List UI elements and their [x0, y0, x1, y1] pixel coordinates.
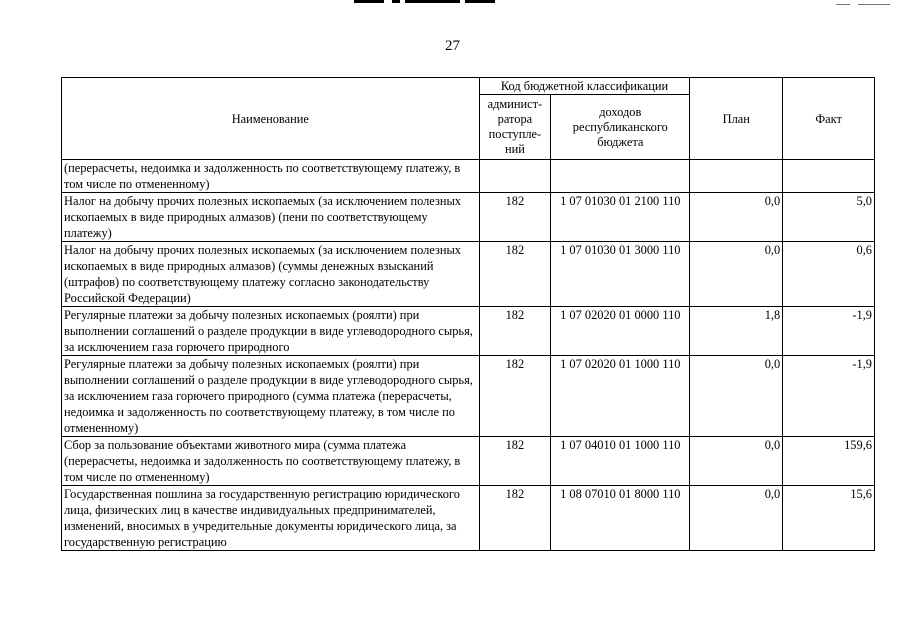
row-name: Налог на добычу прочих полезных ископаемых (за исключением полезных ископаемых в виде природных алмазов) (пени по соответствующему платежу): [62, 193, 480, 242]
header-name: Наименование: [62, 78, 480, 160]
scan-mark: [392, 0, 400, 3]
header-administrator: админист-ратора поступле-ний: [479, 95, 551, 160]
row-fact: -1,9: [783, 307, 875, 356]
row-budget-code: [551, 160, 690, 193]
row-fact: 0,6: [783, 242, 875, 307]
row-budget-code: 1 07 04010 01 1000 110: [551, 437, 690, 486]
table-row: [62, 307, 875, 356]
row-admin-code: 182: [479, 356, 551, 437]
scan-mark: [858, 4, 890, 5]
row-fact: 15,6: [783, 486, 875, 551]
header-fact: Факт: [783, 78, 875, 160]
header-plan: План: [690, 78, 783, 160]
row-admin-code: 182: [479, 486, 551, 551]
scan-mark: [405, 0, 460, 3]
page-number: 27: [445, 38, 460, 54]
row-admin-code: 182: [479, 307, 551, 356]
row-fact: 159,6: [783, 437, 875, 486]
row-admin-code: 182: [479, 242, 551, 307]
row-name: Государственная пошлина за государственную регистрацию юридического лица, физических лиц в качестве индивидуальных предпринимателей, изменений, вносимых в учредительные документы юридического лица, за государственную регистрацию: [62, 486, 480, 551]
header-code-group: Код бюджетной классификации: [479, 78, 690, 95]
row-name: (перерасчеты, недоимка и задолженность по соответствующему платежу, в том числе по отмененному): [62, 160, 480, 193]
table-row: [62, 242, 875, 307]
row-plan: 0,0: [690, 242, 783, 307]
row-plan: 0,0: [690, 486, 783, 551]
table-row: [62, 437, 875, 486]
row-plan: 0,0: [690, 193, 783, 242]
row-budget-code: 1 08 07010 01 8000 110: [551, 486, 690, 551]
row-fact: 5,0: [783, 193, 875, 242]
budget-table: [61, 77, 875, 551]
table-row: [62, 356, 875, 437]
table-row: [62, 486, 875, 551]
header-row: [62, 78, 875, 95]
row-plan: [690, 160, 783, 193]
row-fact: [783, 160, 875, 193]
row-name: Регулярные платежи за добычу полезных ископаемых (роялти) при выполнении соглашений о разделе продукции в виде углеводородного сырья, за исключением газа горючего природного (сумма платежа (перерасчеты, недоимка и задолженность по соответствующему платежу, в том числе по отмененному): [62, 356, 480, 437]
row-budget-code: 1 07 02020 01 1000 110: [551, 356, 690, 437]
row-name: Регулярные платежи за добычу полезных ископаемых (роялти) при выполнении соглашений о разделе продукции в виде углеводородного сырья, за исключением газа горючего природного: [62, 307, 480, 356]
table-row: [62, 193, 875, 242]
row-plan: 0,0: [690, 437, 783, 486]
row-budget-code: 1 07 02020 01 0000 110: [551, 307, 690, 356]
scan-mark: [465, 0, 495, 3]
scan-header-marks: [0, 0, 905, 10]
row-name: Налог на добычу прочих полезных ископаемых (за исключением полезных ископаемых в виде природных алмазов) (суммы денежных взысканий (штрафов) по соответствующему платежу согласно законодательству Российской Федерации): [62, 242, 480, 307]
row-plan: 1,8: [690, 307, 783, 356]
row-budget-code: 1 07 01030 01 2100 110: [551, 193, 690, 242]
row-budget-code: 1 07 01030 01 3000 110: [551, 242, 690, 307]
table-row: [62, 160, 875, 193]
header-income: доходов республиканского бюджета: [551, 95, 690, 160]
row-plan: 0,0: [690, 356, 783, 437]
row-admin-code: 182: [479, 437, 551, 486]
row-admin-code: 182: [479, 193, 551, 242]
scan-mark: [354, 0, 384, 3]
scan-mark: [836, 4, 850, 5]
row-name: Сбор за пользование объектами животного мира (сумма платежа (перерасчеты, недоимка и задолженность по соответствующему платежу, в том числе по отмененному): [62, 437, 480, 486]
row-fact: -1,9: [783, 356, 875, 437]
row-admin-code: [479, 160, 551, 193]
